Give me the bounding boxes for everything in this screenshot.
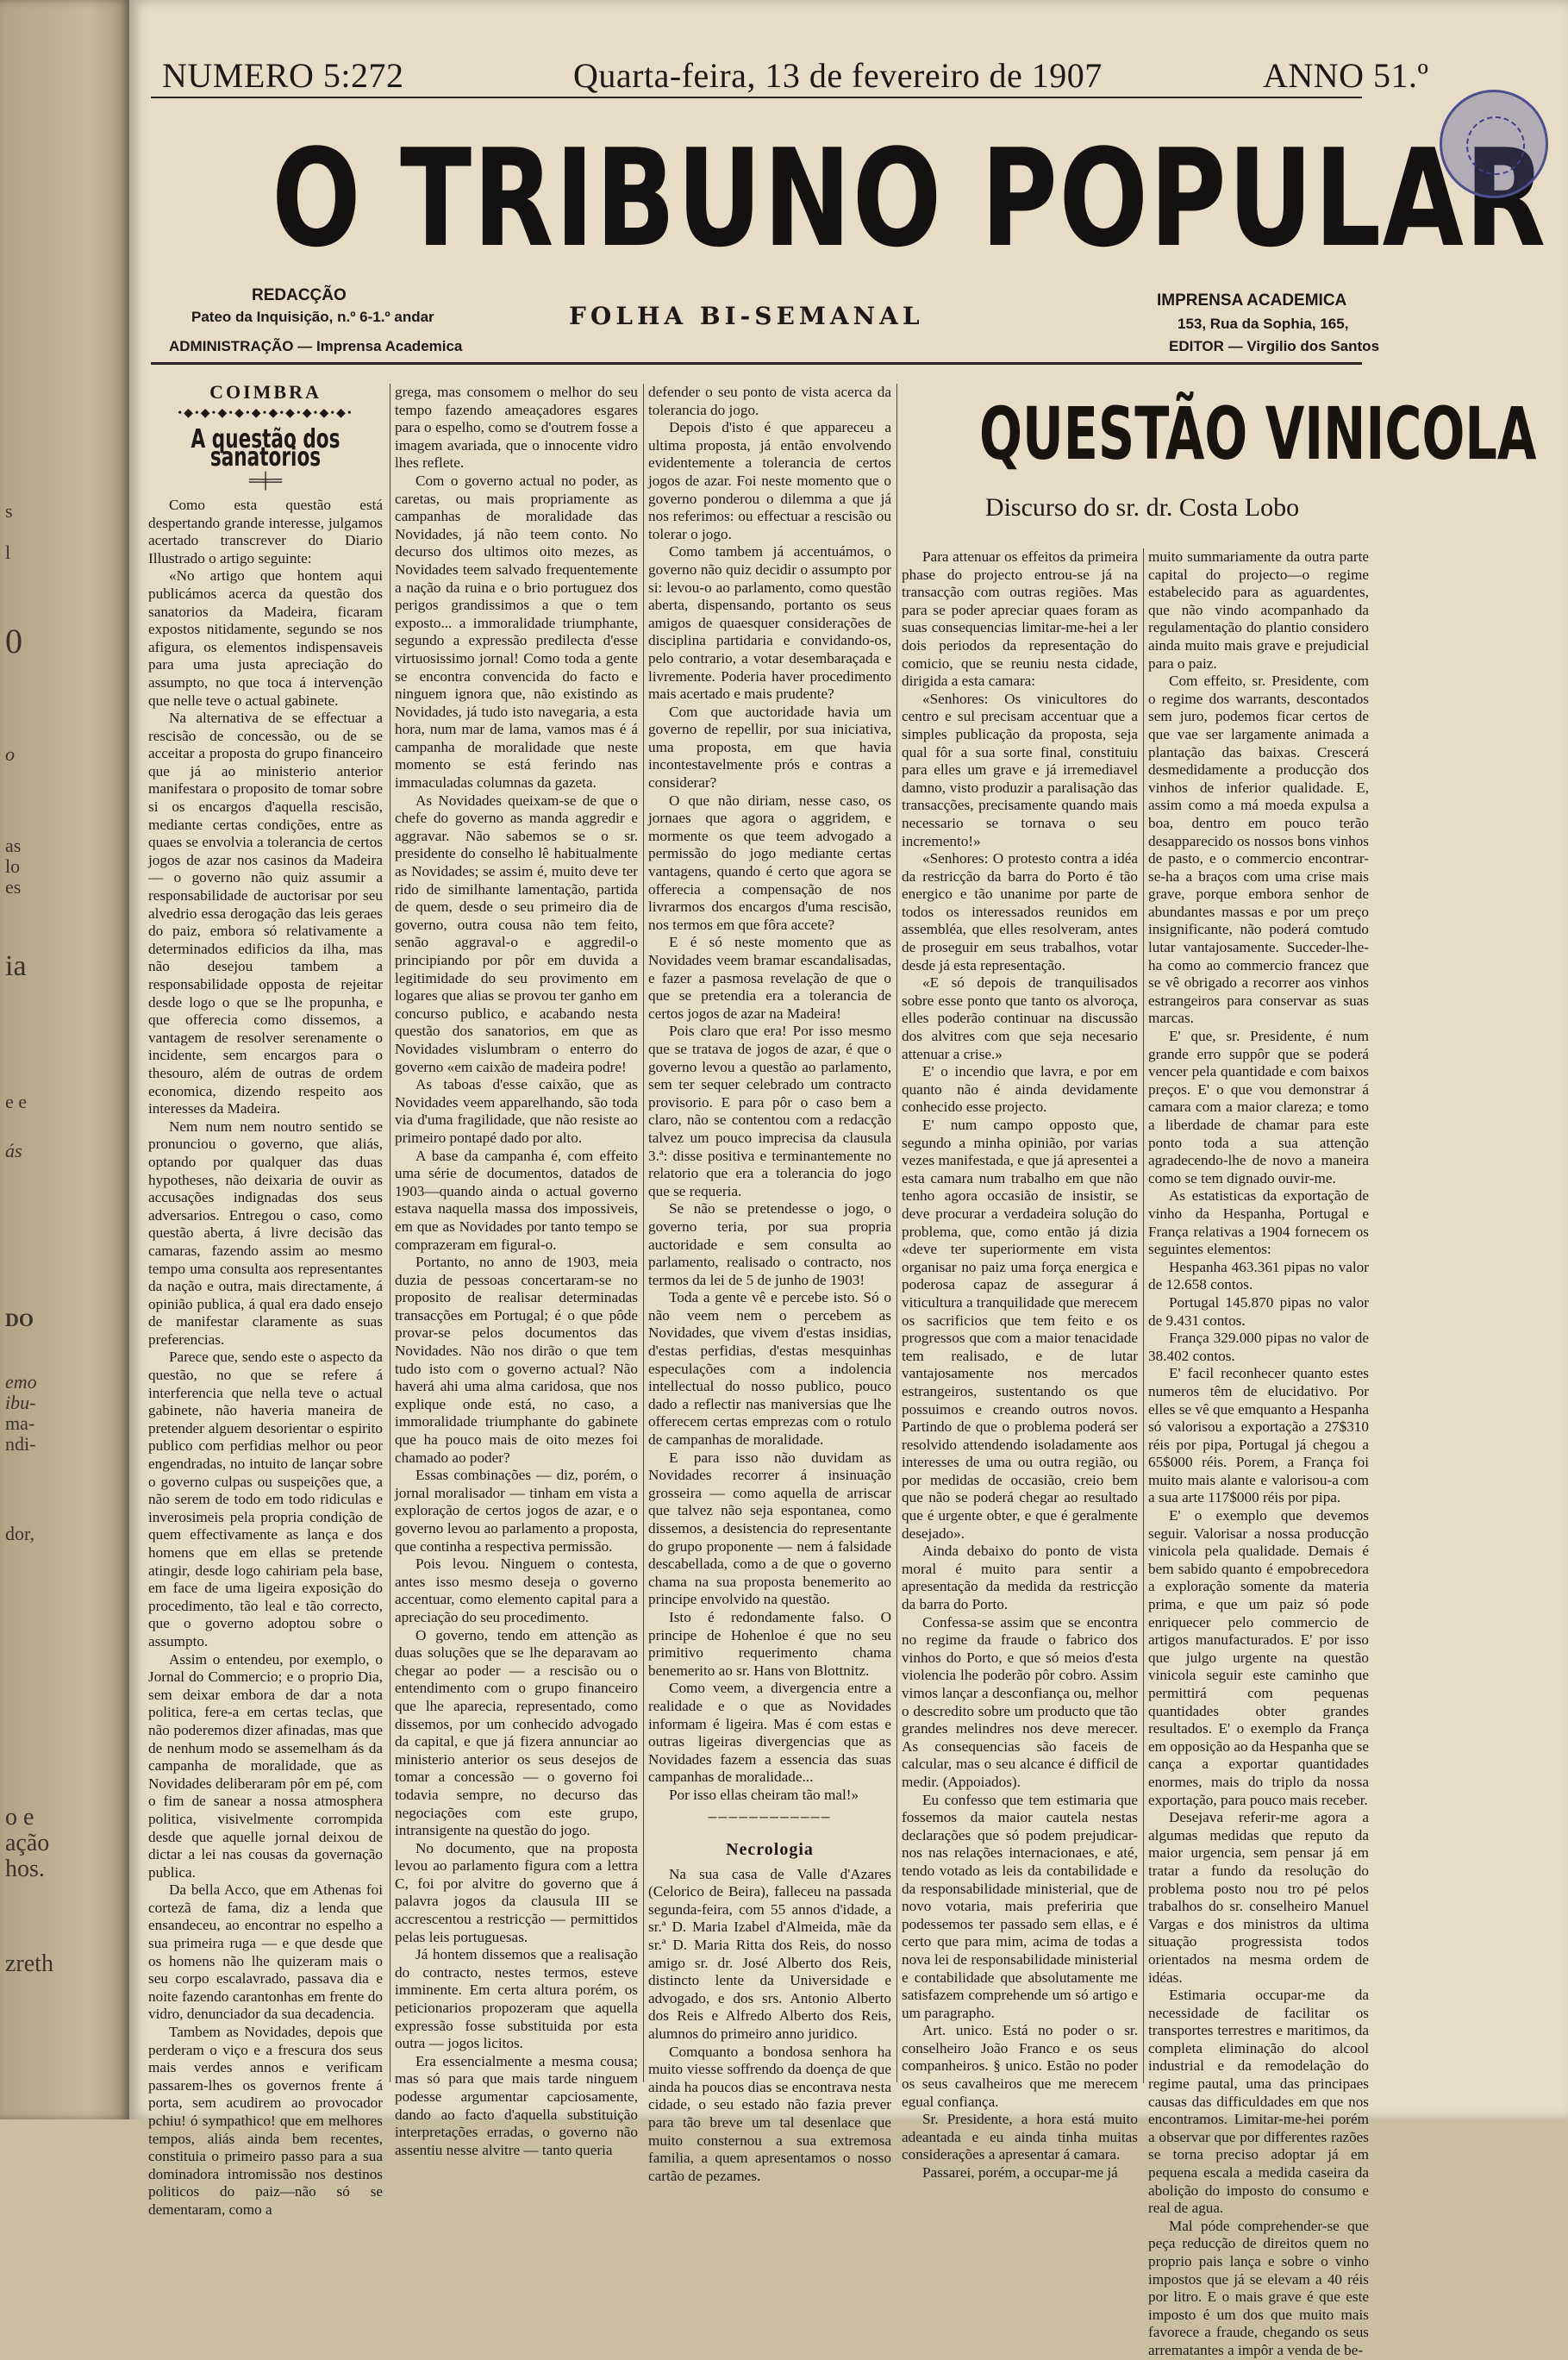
article-paragraph: Tambem as Novidades, depois que perderam o viço e a frescura dos seus mais verdes annos e verificam passarem-lhes os governos frente á porta, sem acudirem ao provocador pchiu! ó sympathico! que em melhores tempos, aliás ainda bem recentes, constituia o primeiro passo para a sua dominadora intromissão nos destinos politicos do paiz—não só se dementaram, como a: [148, 2024, 383, 2218]
article-paragraph: «Senhores: Os vinicultores do centro e sul precisam accentuar que a simples publicação da proposta, seja qual fôr a sua sorte final, constituiu para elles um grave e já irremediavel damno, visto produzir a paralisação das transacções, precisamente quando mais necessario se tornava o seu incremento!»: [902, 690, 1138, 849]
margin-fragment: lo: [5, 855, 21, 877]
ornament-rule: ────────────: [708, 1811, 832, 1825]
margin-fragment: o e: [5, 1804, 34, 1831]
article-paragraph: E' o incendio que lavra, e por em quanto não é ainda devidamente conhecido esse projecto.: [902, 1063, 1138, 1116]
column-rule: [1143, 548, 1144, 2083]
imprensa-name: IMPRENSA ACADEMICA: [1157, 291, 1347, 310]
margin-fragment: es: [5, 876, 22, 898]
column-rule: [643, 384, 644, 2082]
margin-fragment: ia: [5, 950, 27, 982]
article-paragraph: Desejava referir-me agora a algumas medidas que reputo da maior urgencia, sem pensar já em tratar a fundo da resolução do problema posto nou tro pé pelos trabalhos do sr. conselheiro Manuel Vargas e dos ministros da ultima situação progressista todos orientados na mesma ordem de idéas.: [1148, 1809, 1369, 1986]
article-paragraph: Assim o entendeu, por exemplo, o Jornal do Commercio; e o proprio Dia, sem deixar embora de dar a nota politica, fere-a em certas teclas, que não poderemos dizer afinadas, mas que de nenhum modo se assemelham ás da campanha de moralidade, que as Novidades deliberaram pôr em pé, com o fim de sanear a nossa atmosphera politica, visivelmente corrompida desde que aquelle jornal deixou de dictar a lei nas cousas da governação publica.: [148, 1650, 383, 1881]
article-paragraph: E' facil reconhecer quanto estes numeros têm de elucidativo. Por elles se vê que emquanto a Hespanha só valorisou a exportação a 27$310 réis por pipa, Portugal já chegou a 65$000 réis. Porem, a França foi muito mais alante e valorisou-a com a sua arte 117$000 réis por pipa.: [1148, 1365, 1369, 1506]
redaccao-label: REDACÇÃO: [252, 286, 347, 304]
article-paragraph: Mal póde comprehender-se que peça reducção de direitos quem no proprio pais lança e sobre o vinho impostos que já se elevam a 40 réis por litro. E o mais grave é que este imposto é um dos que muito mais favorece a fraude, chegando os seus arrematantes a impôr a venda de be-: [1148, 2217, 1369, 2358]
margin-fragment: dor,: [5, 1523, 34, 1544]
article-paragraph: As estatisticas da exportação de vinho da Hespanha, Portugal e França relativas a 1904 fornecem os seguintes elementos:: [1148, 1187, 1369, 1258]
issue-number: NUMERO 5:272: [162, 56, 404, 95]
article-paragraph: Estimaria occupar-me da necessidade de facilitar os transportes terrestres e maritimos, da completa eliminação do alcool industrial e da remodelação do regime pautal, uma das principaes causas das difficuldades em que nos encontramos. Limitar-me-hei porém a observar que por differentes razões se torna preciso adoptar já em pequena escala a medida caseira da abolição do imposto do consumo e real de agua.: [1148, 1987, 1369, 2217]
margin-fragment: ma-: [5, 1412, 35, 1434]
article-paragraph: Da bella Acco, que em Athenas foi cortezã de fama, diz a lenda que ensandeceu, ao encontrar no espelho a sua primeira ruga — e que desde que os homens não lhe quizeram mais o seu corpo escalavrado, passava dia e noite fazendo carantonhas em frente do vidro, denunciador da sua decadencia.: [148, 1881, 383, 2023]
article-paragraph: Ainda debaixo do ponto de vista moral é muito para sentir a apresentação da medida da restricção da barra do Porto.: [902, 1543, 1138, 1613]
margin-fragment: ndi-: [5, 1433, 36, 1455]
article-paragraph: Como esta questão está despertando grande interesse, julgamos acertado transcrever do Diario Illustrado o artigo seguinte:: [148, 496, 383, 567]
article-paragraph: Portanto, no anno de 1903, meia duzia de pessoas concertaram-se no proposito de realisar determinadas transacções em Portugal; é o que pôde provar-se pelos documentos das Novidades. Não nos dirão o que tem tudo isto com o governo actual? Não haverá ahi uma alma caridosa, que nos explique onde está, no caso, a immoralidade triumphante do gabinete que ha pouco mais de oito mezes foi chamado ao poder?: [395, 1254, 638, 1466]
necrologia-paragraph: Na sua casa de Valle d'Azares (Celorico de Beira), falleceu na passada segunda-feira, com 55 annos d'idade, a sr.ª D. Maria Izabel d'Almeida, mãe da sr.ª D. Maria Ritta dos Reis, do nosso amigo sr. dr. José Alberto dos Reis, distincto lente da Universidade e advogado, e dos srs. Antonio Alberto dos Reis e Alfredo Alberto dos Reis, alumnos do primeiro anno juridico.: [648, 1865, 891, 2043]
article-paragraph: Era essencialmente a mesma cousa; mas só para que mais tarde ninguem podesse argumentar capciosamente, dando ao facto d'aquella substituição interpretações erradas, o governo não assentiu nesse alvitre — tanto queria: [395, 2052, 638, 2158]
header-rule-bottom: [151, 362, 1362, 365]
ornament-rule: ═╪═: [248, 472, 283, 490]
article-paragraph: França 329.000 pipas no valor de 38.402 contos.: [1148, 1330, 1369, 1364]
article-paragraph: «E só depois de tranquilisados sobre esse ponto que tanto os alvoroça, elles poderão continuar na discussão dos alvitres com que seja necesario attenuar a crise.»: [902, 974, 1138, 1062]
administracao: ADMINISTRAÇÃO — Imprensa Academica: [169, 338, 463, 354]
margin-fragment: e e: [5, 1091, 28, 1112]
article-paragraph: Nem num nem noutro sentido se pronunciou o governo, que aliás, optando por qualquer das duas hypotheses, não deixaria de ouvir as accusações indignadas dos seus adversarios. Entregou o caso, como questão aberta, á livre decisão das camaras, fazendo assim ao mesmo tempo uma consulta aos representantes da nação e outra, mais directamente, á opinião publica, á qual era dado ensejo de manifestar claramente as suas preferencias.: [148, 1117, 383, 1348]
article-paragraph: Parece que, sendo este o aspecto da questão, no que se refere á interferencia que nella teve o actual gabinete, não haveria maneira de pretender alguem desorientar o espirito publico com perfidias melhor ou peor engendradas, no intuito de lançar sobre o governo culpas ou suspeições que, a não serem de todo em todo ridiculas e inverosimeis pela propria condição de quem effectivamente as lança e dos homens que em ellas se pretende atingir, desde logo cahiriam pela base, em face de uma ligeira exposição do procedimento, tão leal e tão correcto, que o governo adoptou sobre o assumpto.: [148, 1349, 383, 1649]
article-paragraph: Como veem, a divergencia entre a realidade e o que as Novidades informam é ligeira. Mas é com estas e outras ligeiras divergencias que as Novidades fazem a essencia das suas campanhas de moralidade...: [648, 1680, 891, 1786]
article-paragraph: Portugal 145.870 pipas no valor de 9.431 contos.: [1148, 1293, 1369, 1329]
article-paragraph: Passarei, porém, a occupar-me já: [922, 2164, 1118, 2182]
article-paragraph: Se não se pretendesse o jogo, o governo teria, por sua propria auctoridade e sem consulta ao parlamento, realisado o contracto, nos termos da lei de 5 de junho de 1903!: [648, 1200, 891, 1288]
article-paragraph: Pois levou. Ninguem o contesta, antes isso mesmo deseja o governo accentuar, como elemento capital para a apreciação do seu procedimento.: [395, 1556, 638, 1625]
article-paragraph: Na alternativa de se effectuar a rescisão de concessão, ou de se acceitar a proposta do grupo financeiro que já ao ministerio anterior manifestara o proposito de tomar sobre si os encargos d'aquella rescisão, mediante certas condições, entre as quaes se envolvia a tolerancia de certos jogos de azar nos casinos da Madeira — o governo não quiz assumir a responsabilidade de auctorisar por seu alvedrio essa derogação das leis geraes do paiz, embora só relativamente a determinados edificios da ilha, mas não desejou tambem a responsabilidade opposta de rejeitar desde logo o que se lhe propunha, e que offerecia como dissemos, a vantagem de resolver serenamente o incidente, sem encargos para o thesouro, além de outras de ordem economica, dizendo respeito aos interesses da Madeira.: [148, 710, 383, 1117]
imprensa-address: 153, Rua da Sophia, 165,: [1178, 316, 1349, 332]
issue-year: ANNO 51.º: [1263, 56, 1429, 95]
article-paragraph: As Novidades queixam-se de que o chefe do governo as manda aggredir e aggravar. Não sabemos se o sr. presidente do conselho lê habitualmente as Novidades; se assim é, muito deve ter rido de similhante lamentação, partida de quem, desde o seu primeiro dia de governo, outra cousa não tem feito, senão aggraval-o e aggredil-o principiando por pôr em duvida a legitimidade do seu provimento em logares que alias se provou ter ganho em concurso publico, e acabando nesta questão dos sanatorios, em que as Novidades vislumbram o enterro do governo «em caixão de madeira podre!: [395, 792, 638, 1075]
article-paragraph: Art. unico. Está no poder o sr. conselheiro João Franco e os seus companheiros. § unico. Estão no poder os seus cavalheiros que me merecem egual confiança.: [902, 2022, 1138, 2110]
article-paragraph: Confessa-se assim que se encontra no regime da fraude o fabrico dos vinhos do Porto, e que só meios d'esta violencia lhe poderão pôr cobro. Assim vimos lançar a desconfiança ou, melhor o descredito sobre um producto que tão grandes melindres nos deve merecer. As consequencias são faceis de calcular, mas o seu alcance é difficil de medir. (Appoiados).: [902, 1613, 1138, 1790]
library-stamp-icon: [1440, 90, 1548, 198]
margin-fragment: 0: [5, 622, 22, 660]
article-paragraph: Sr. Presidente, a hora está muito adeantada e eu ainda tinha muitas considerações a apresentar á camara.: [902, 2111, 1138, 2163]
column-5: [1148, 548, 1369, 2358]
article-paragraph: Hespanha 463.361 pipas no valor de 12.658 contos.: [1148, 1258, 1369, 1293]
article-paragraph: E' o exemplo que devemos seguir. Valorisar a nossa producção vinicola pela qualidade. Demais é bem sabido quanto é empobrecedora a exploração somente da materia prima, e que um paiz só pode enriquecer pelo commercio de artigos manufacturados. E' por isso que julgo urgente na questão vinicola seguir este caminho que permittirá com pequenas quantidades obter grandes resultados. E' o exemplo da França em opposição ao da Hespanha que se cança a exportar quantidades enormes, mais do triplo da nossa exportação, para pouco mais receber.: [1148, 1507, 1369, 1808]
margin-fragment: l: [5, 541, 11, 563]
necrologia-heading: Necrologia: [726, 1840, 814, 1860]
previous-page-strip: [0, 0, 129, 2119]
margin-fragment: hos.: [5, 1856, 45, 1882]
article-paragraph: A base da campanha é, com effeito uma série de documentos, datados de 1903—quando ainda o actual governo estava naquella massa dos impossiveis, em que as Novidades por tanto tempo se comprazeram em figural-o.: [395, 1147, 638, 1253]
article-title: A questão dos sanatorios: [191, 424, 340, 473]
article-paragraph: E' que, sr. Presidente, é num grande erro suppôr que se poderá vencer pela quantidade e com baixos preços. E' o que vou demonstrar á camara com a maior clareza; e tomo a liberdade de chamar para este ponto toda a sua attenção agradecendo-lhe de novo a maneira como se tem dignado ouvir-me.: [1148, 1028, 1369, 1186]
article-paragraph: Já hontem dissemos que a realisação do contracto, nestes termos, esteve imminente. Em certa altura porém, os peticionarios propozeram que aquella expressão fosse substituida por esta outra — jogos licitos.: [395, 1946, 638, 2052]
margin-fragment: as: [5, 835, 22, 856]
margin-fragment: ibu-: [5, 1392, 36, 1413]
questao-vinicola-title: QUESTÃO VINICOLA: [979, 391, 1537, 476]
article-paragraph: Para attenuar os effeitos da primeira phase do projecto entrou-se já na transacção com outras regiões. Mas para se poder apreciar quaes foram as suas consequencias limitar-me-hei a ler dois periodos da representação do comicio, que se reuniu nesta cidade, dirigida a esta camara:: [902, 548, 1138, 690]
column-2: [395, 384, 638, 2158]
column-3: [648, 384, 891, 2184]
section-heading: COIMBRA: [209, 381, 322, 403]
article-paragraph: «Senhores: O protesto contra a idéa da restricção da barra do Porto é tão energico e tão unanime por parte de todos os interessados reunidos em assembléa, que elles resolveram, antes de proseguir em seus trabalhos, votar desde já esta representação.: [902, 850, 1138, 973]
margin-fragment: DO: [5, 1309, 34, 1330]
article-paragraph: Com que auctoridade havia um governo de repellir, por sua iniciativa, uma proposta, em que havia incontestavelmente prós e contras a considerar?: [648, 703, 891, 792]
article-paragraph: grega, mas consomem o melhor do seu tempo fazendo ameaçadores esgares para o espelho, como se d'outrem fosse a imagem avariada, que o innocente vidro lhes reflete.: [395, 384, 638, 472]
masthead-title: O TRIBUNO POPULAR: [272, 120, 1547, 277]
article-paragraph: Toda a gente vê e percebe isto. Só o não veem nem o percebem as Novidades, que vivem d'estas insidias, d'estas perfidias, d'estas mesquinhas especulações com a indolencia intellectual do nosso publico, pouco dado a reflectir nas maniversias que lhe offerecem certas emprezas com o rotulo de campanhas de moralidade.: [648, 1289, 891, 1449]
article-paragraph: Eu confesso que tem estimaria que fossemos da maior cautela nestas declarações que só podem prejudicar-nos nas relações internacionaes, e até, tendo votado as leis da contabilidade e da responsabilidade ministerial, que de novo votaria, mais preferiria que podessemos ter passado sem ellas, e é certo que para mim, acima de todas a nova lei de responsabilidade ministerial e contabilidade que absolutamente me satisfazem comprehende um só artigo e um paragrapho.: [902, 1791, 1138, 2021]
article-paragraph: Isto é redondamente falso. O principe de Hohenloe é que no seu primitivo requerimento chama benemerito ao sr. Hans von Blottnitz.: [648, 1608, 891, 1679]
article-paragraph: O que não diriam, nesse caso, os jornaes que agora o aggridem, e mormente os que teem advogado a permissão do jogo mediante certas vantagens, quando é certo que agora se offerecia a compensação de nos livrarmos dos encargos d'uma rescisão, nos termos em que fôra accete?: [648, 792, 891, 933]
ornament-dots: •◆•◆•◆•◆•◆•◆•◆•◆•◆•◆•: [178, 406, 353, 420]
article-paragraph: muito summariamente da outra parte capital do projecto—o regime estabelecido para as aguardentes, que não vindo acompanhado da regulamentação do plantio considero ainda muito mais grave e prejudicial para o paiz.: [1148, 548, 1369, 672]
issue-date: Quarta-feira, 13 de fevereiro de 1907: [573, 56, 1103, 95]
article-paragraph: Como tambem já accentuámos, o governo não quiz decidir o assumpto por si: levou-o ao parlamento, como questão aberta, dispensando, portanto os seus amigos de quaesquer considerações de disciplina partidaria e convidando-os, pelo contrario, a votar desembaraçada e livremente. Poderia haver procedimento mais acertado e mais prudente?: [648, 543, 891, 703]
questao-vinicola-subtitle: Discurso do sr. dr. Costa Lobo: [984, 493, 1300, 522]
article-paragraph: Com o governo actual no poder, as caretas, ou mais propriamente as campanhas de moralidade das Novidades, já não teem conto. No decurso dos ultimos oito mezes, as Novidades teem salvado frequentemente a nação da ruina e o brio portuguez dos perigos grandissimos a que o tem exposto... a immoralidade triumphante, segundo a expressão predilecta d'esse virtuosissimo jornal! Como toda a gente se encontra convencida do facto e ninguem ignora que, não existindo as Novidades, já tudo isto navegaria, a esta hora, num mar de lama, vamos mas é á campanha de moralidade que neste momento se está ferindo nas immaculadas columnas da gazeta.: [395, 472, 638, 792]
article-paragraph: O governo, tendo em attenção as duas soluções que se lhe deparavam ao chegar ao poder — a rescisão ou o entendimento com o grupo financeiro que lhe aparecia, representado, como dissemos, por um conhecido advogado da capital, e que já fizera annunciar ao ministerio anterior os seus desejos de tomar a concessão — o governo foi todavia sempre, no decurso das negociações com este grupo, intransigente na questão do jogo.: [395, 1626, 638, 1839]
article-paragraph: Depois d'isto é que appareceu a ultima proposta, já então envolvendo evidentemente a tolerancia de certos jogos de azar. Foi neste momento que o governo ponderou o dilemma a que já nos referimos: ou effectuar a rescisão ou tolerar o jogo.: [648, 419, 891, 542]
header-rule-top: [151, 97, 1362, 98]
margin-fragment: emo: [5, 1371, 37, 1393]
masthead-subtitle: FOLHA BI-SEMANAL: [569, 302, 924, 330]
necrologia-paragraph: Comquanto a bondosa senhora ha muito viesse soffrendo da doença de que ainda ha poucos dias se encontrava nesta cidade, o seu estado não fazia prever para tão breve um tal desenlace que muito consternou a sua extremosa familia, a quem apresentamos o nosso cartão de pezames.: [648, 2043, 891, 2184]
article-paragraph: Com effeito, sr. Presidente, com o regime dos warrants, descontados sem juro, podemos ficar certos de que vae ser largamente animada a plantação das baixas. Crescerá desmedidamente a producção dos vinhos de inferior qualidade. E, assim como a má moeda expulsa a boa, dentro em pouco terão desapparecido os nossos bons vinhos de pasto, e o commercio encontrar-se-ha a braços com uma crise mais grave, porque embora senhor de abundantes massas e por um preço insignificante, não poderá comtudo lutar vantajosamente. Succeder-lhe-ha como ao commercio francez que se vê obrigado a recorrer aos vinhos estrangeiros para conservar as suas marcas.: [1148, 673, 1369, 1027]
article-paragraph: E' num campo opposto que, segundo a minha opinião, por varias vezes manifestada, e que já apresentei a esta camara num trabalho em que não tenho agora occasião de insistir, se deve procurar a verdadeira solução do problema, que, como então já dizia «deve ter superiormente em vista organisar no paiz uma força energica e poderosa capaz de assegurar á viticultura a tranquilidade que merecem os sacrificios que tem feito e os progressos que com a maior tenacidade tem realisado, e de lutar vantajosamente nos mercados estrangeiros, sustentando os que possuimos e creando outros novos. Partindo de que o problema poderá ser resolvido attendendo isoladamente aos interesses de uma ou outra região, ou por medidas de occasião, creio bem que não se poderá chegar ao resultado que é urgente obter, e que é geralmente desejado».: [902, 1117, 1138, 1542]
article-paragraph: Essas combinações — diz, porém, o jornal moralisador — tinham em vista a exploração de certos jogos de azar, e o governo levou ao parlamento a proposta, que continha a respectiva permissão.: [395, 1467, 638, 1555]
margin-fragment: zreth: [5, 1950, 53, 1977]
article-paragraph: Por isso ellas cheiram tão mal!»: [669, 1786, 859, 1803]
margin-fragment: s: [5, 500, 13, 522]
article-paragraph: E é só neste momento que as Novidades veem bramar escandalisadas, e fazer a pasmosa revelação de que o que se pretendia era a tolerancia de certos jogos de azar na Madeira!: [648, 934, 891, 1022]
editor-line: EDITOR — Virgilio dos Santos: [1169, 338, 1380, 354]
article-paragraph: No documento, que na proposta levou ao parlamento figura com a lettra C, foi por alvitre do governo que á palavra jogos da clausula III se accrescentou a restricção — permittidos pelas leis portuguesas.: [395, 1839, 638, 1945]
article-paragraph: «No artigo que hontem aqui publicámos acerca da questão dos sanatorios da Madeira, ficaram expostos nitidamente, segundo se nos afigura, os elementos indispensaveis para uma justa apreciação do assumpto, no que toca á intervenção que nelle teve o actual gabinete.: [148, 567, 383, 709]
column-rule: [896, 384, 897, 2082]
column-1: [148, 381, 383, 2218]
article-paragraph: defender o seu ponto de vista acerca da tolerancia do jogo.: [648, 384, 891, 418]
redaccao-address: Pateo da Inquisição, n.º 6-1.º andar: [191, 309, 434, 325]
margin-fragment: o: [5, 743, 15, 765]
column-4: [902, 548, 1138, 2182]
article-paragraph: As taboas d'esse caixão, que as Novidades veem apparelhando, são toda via d'uma fragilidade, que não resiste ao primeiro pontapé dado por alto.: [395, 1076, 638, 1146]
article-paragraph: E para isso não duvidam as Novidades recorrer á insinuação grosseira — como aquella de arriscar que talvez não seja espontanea, como dissemos, a desistencia do representante do grupo proponente — nem á falsidade descabellada, como a de que o governo chama na sua proposta benemerito ao principe envolvido na questão.: [648, 1449, 891, 1608]
margin-fragment: ação: [5, 1830, 50, 1856]
margin-fragment: ás: [5, 1140, 22, 1161]
article-paragraph: Pois claro que era! Por isso mesmo que se tratava de jogos de azar, é que o governo levou a questão ao parlamento, sem ter sequer celebrado um contracto provisorio. E para pôr o caso bem a claro, não se contentou com a redacção talvez um pouco imprecisa da clausula 3.ª: disse positiva e terminantemente no relatorio que era a tolerancia do jogo que se requeria.: [648, 1023, 891, 1199]
